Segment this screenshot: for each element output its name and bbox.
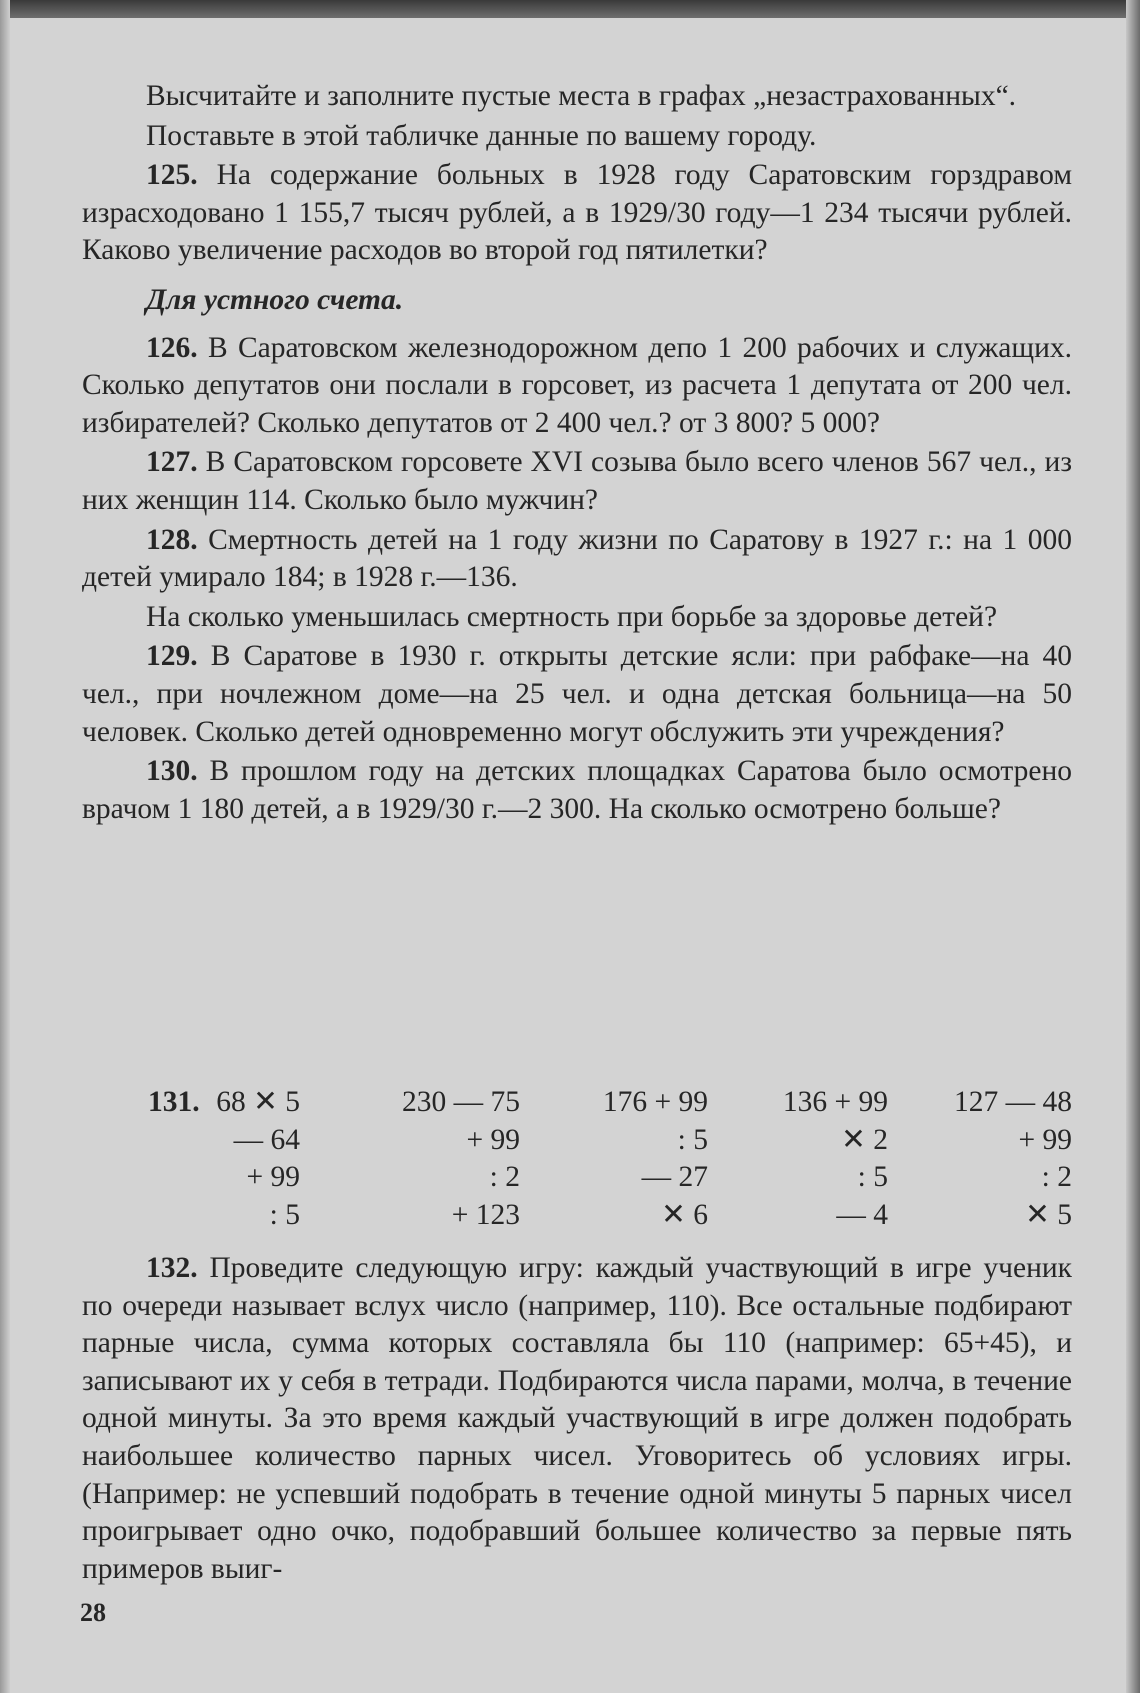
chain-step: : 5 [269, 1198, 300, 1231]
problem-128 [82, 522, 1072, 597]
chain-step: ✕ 2 [841, 1123, 888, 1156]
chain-step: : 5 [677, 1123, 708, 1156]
problem-number: 128. [146, 523, 198, 556]
problem-number: 126. [146, 331, 198, 364]
chain-step: : 2 [1041, 1161, 1072, 1194]
problem-125 [82, 157, 1072, 270]
problem-number: 127. [146, 446, 198, 479]
chain-step: — 27 [641, 1161, 708, 1194]
chain-column-4 [748, 1084, 888, 1234]
problem-text: На сколько уменьшилась смертность при борьбе за здоровье детей? [146, 600, 998, 633]
chain-step: + 99 [246, 1161, 300, 1194]
scan-top-edge [0, 0, 1140, 18]
chain-step: 68 ✕ 5 [216, 1086, 300, 1118]
chain-column-2 [348, 1084, 520, 1234]
problem-number: 129. [146, 640, 198, 673]
chain-column-3 [568, 1084, 708, 1234]
chain-step: 230 — 75 [402, 1086, 520, 1118]
chain-step: ✕ 5 [1025, 1198, 1072, 1231]
problem-text: На содержание больных в 1928 году Саратовским горздравом израсходовано 1 155,7 тысяч рублей, а в 1929/30 году—1 234 тысячи рублей. Каково увеличение расходов во второй год пятилетки? [82, 159, 1072, 267]
chain-step: + 99 [1018, 1123, 1072, 1156]
chain-step: — 64 [233, 1123, 300, 1156]
page-number: 28 [80, 1598, 106, 1627]
exercise-number: 131. [148, 1086, 200, 1118]
chain-step: ✕ 6 [661, 1198, 708, 1231]
scan-right-edge [1126, 0, 1140, 1693]
problem-text: В Саратовском горсовете XVI созыва было всего членов 567 чел., из них женщин 114. Сколько было мужчин? [82, 446, 1072, 516]
problem-number: 130. [146, 755, 198, 788]
chain-column-1 [208, 1084, 300, 1234]
chain-step: + 99 [466, 1123, 520, 1156]
page-text-lower [82, 1250, 1072, 1590]
chain-column-5 [928, 1084, 1072, 1234]
page-text [82, 78, 1072, 830]
problem-127 [82, 444, 1072, 519]
problem-130 [82, 753, 1072, 828]
paragraph-intro-2: Поставьте в этой табличке данные по вашему городу. [146, 119, 817, 152]
problem-number: 132. [146, 1252, 198, 1284]
chain-step: — 4 [836, 1198, 888, 1231]
problem-128-question [82, 599, 1072, 637]
section-heading: Для устного счета. [146, 283, 404, 316]
problem-text: В Саратовском железнодорожном депо 1 200 рабочих и служащих. Сколько депутатов они послали в горсовет, из расчета 1 депутата от 200 чел. избирателей? Сколько депутатов от 2 400 чел.? от 3 800? 5 000? [82, 331, 1072, 439]
problem-132 [82, 1250, 1072, 1588]
paragraph-intro-1: Высчитайте и заполните пустые места в графах „незастрахованных“. [146, 80, 1017, 112]
problem-126 [82, 330, 1072, 443]
chain-step: 136 + 99 [782, 1086, 888, 1118]
chain-step: 176 + 99 [602, 1086, 708, 1118]
problem-129 [82, 638, 1072, 751]
problem-text: В прошлом году на детских площадках Саратова было осмотрено врачом 1 180 детей, а в 1929/30 г.—2 300. На сколько осмотрено больше? [82, 755, 1072, 825]
chain-step: : 2 [489, 1161, 520, 1194]
chain-step: + 123 [451, 1198, 520, 1231]
scan-left-edge [0, 0, 10, 1693]
problem-text: Смертность детей на 1 году жизни по Саратову в 1927 г.: на 1 000 детей умирало 184; в 1928 г.—136. [82, 523, 1072, 594]
problem-text: Проведите следующую игру: каждый участвующий в игре ученик по очереди называет вслух число (например, 110). Все остальные подбирают парные числа, сумма которых составляла бы 110 (например: 65+45), и записывают их у себя в тетради. Подбираются числа парами, молча, в течение одной минуты. За это время каждый участвующий в игре должен подобрать наибольшее количество парных чисел. Уговоритесь об условиях игры. (Например: не успевший подобрать в течение одной минуты 5 парных чисел проигрывает одно очко, подобравший большее количество за первые пять примеров выиг- [82, 1252, 1072, 1585]
chain-step: : 5 [857, 1161, 888, 1194]
chain-step: 127 — 48 [954, 1086, 1072, 1118]
problem-number: 125. [146, 159, 198, 192]
problem-text: В Саратове в 1930 г. открыты детские ясли: при рабфаке—на 40 чел., при ночлежном доме—на 25 чел. и одна детская больница—на 50 человек. Сколько детей одновременно могут обслужить эти учреждения? [82, 640, 1072, 748]
